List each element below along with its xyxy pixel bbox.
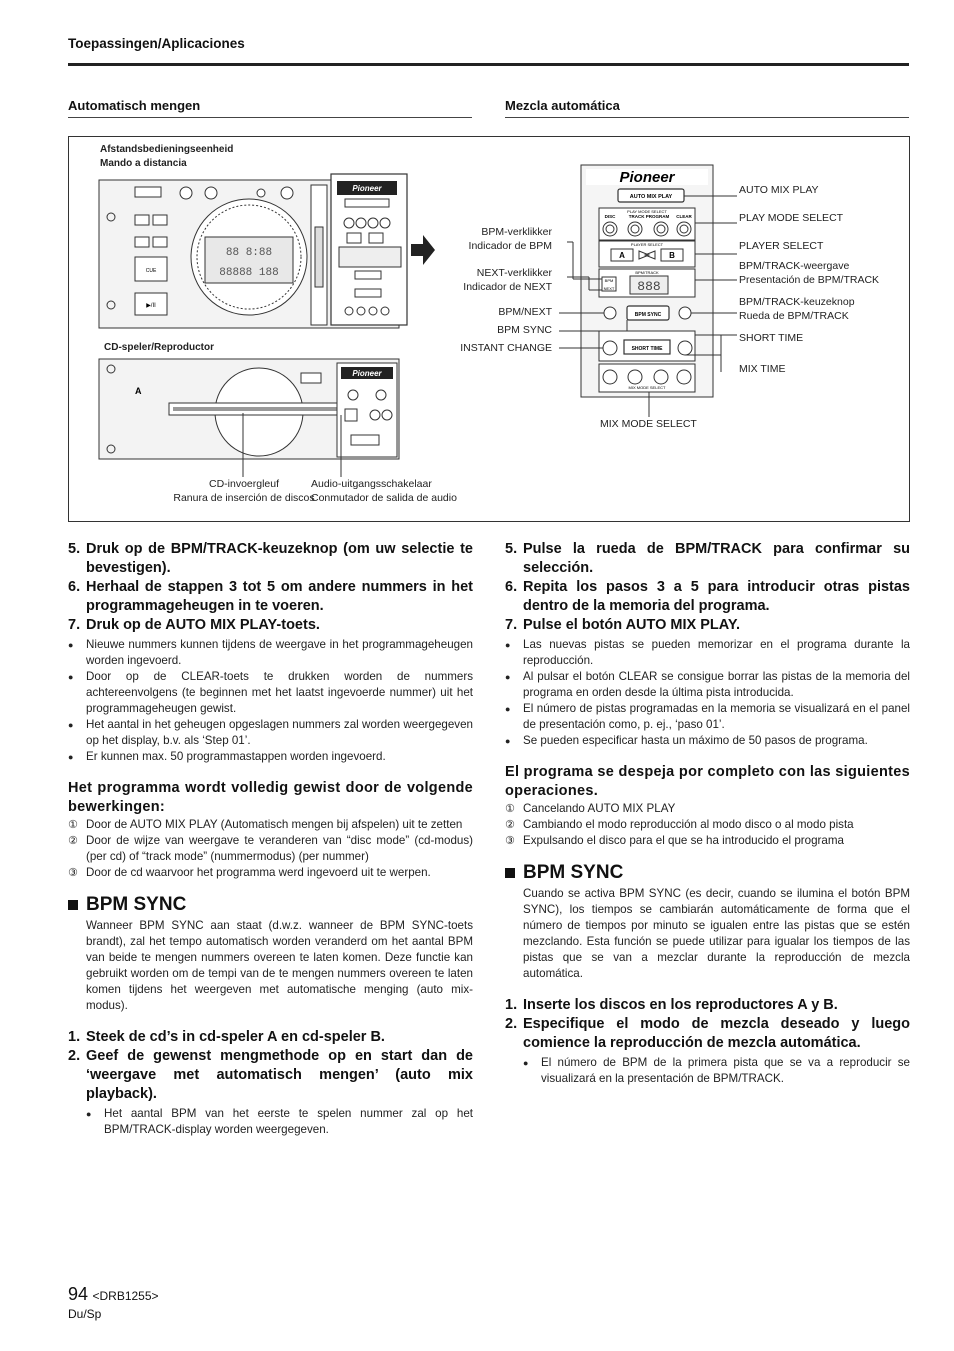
- list-item: ① Door de AUTO MIX PLAY (Automatisch mengen bij afspelen) uit te zetten: [68, 818, 463, 831]
- svg-text:NEXT: NEXT: [603, 286, 615, 291]
- label-bpm-indicator: BPM-verklikker Indicador de BPM: [468, 226, 552, 252]
- svg-text:DISC: DISC: [604, 214, 616, 219]
- label-bpm-track-dial: BPM/TRACK-keuzeknop Rueda de BPM/TRACK: [739, 296, 855, 322]
- svg-text:PLAY MODE SELECT: PLAY MODE SELECT: [627, 209, 667, 214]
- step-item: 6. Herhaal de stappen 3 tot 5 om andere nummers in het programmageheugen in te voeren.: [68, 579, 473, 614]
- step-item: 5. Pulse la rueda de BPM/TRACK para confirmar su selección.: [505, 541, 910, 576]
- svg-text:SHORT TIME: SHORT TIME: [631, 346, 663, 352]
- svg-text:A: A: [135, 386, 142, 396]
- remote-title: Afstandsbedieningseenheid Mando a distancia: [100, 144, 234, 169]
- language-code: Du/Sp: [68, 1307, 102, 1321]
- clear-list: [68, 817, 473, 881]
- list-item: ② Cambiando el modo reproducción al modo disco o al modo pista: [505, 818, 854, 831]
- list-item: ● Nieuwe nummers kunnen tijdens de weergave in het programmageheugen worden ingevoerd.: [68, 638, 473, 667]
- bullet-icon: ●: [68, 752, 74, 762]
- label-auto-mix-play: AUTO MIX PLAY: [739, 184, 819, 196]
- bullet-icon: ●: [505, 672, 511, 682]
- svg-text:BPM SYNC: BPM SYNC: [634, 312, 662, 318]
- bullet-icon: ●: [86, 1109, 92, 1119]
- svg-text:PLAYER SELECT: PLAYER SELECT: [630, 242, 664, 247]
- label-bpm-track-display: BPM/TRACK-weergave Presentación de BPM/TRACK: [739, 260, 880, 286]
- cue-label: CUE: [145, 268, 157, 274]
- label-mix-mode-select: MIX MODE SELECT: [600, 418, 697, 430]
- label-audio-switch: Audio-uitgangsschakelaar Conmutador de salida de audio: [311, 478, 457, 504]
- list-item: ● El número de pistas programadas en la memoria se visualizará en el panel de presentación como, p. ej., ‘paso 01’.: [505, 702, 910, 731]
- label-player-select: PLAYER SELECT: [739, 240, 824, 252]
- bpm-sync-text: Wanneer BPM SYNC aan staat (d.w.z. wanneer de BPM SYNC-toets brandt), zal het tempo automatisch worden veranderd om het aantal BPM van beide te mengen nummers overeen te laten komen. Deze functie kan gebruikt worden om de tempi van de te mengen nummers overeen te laten komen tijdens het weergeven met automatische menging (auto mix-modus).: [86, 919, 473, 1012]
- list-item: ① Cancelando AUTO MIX PLAY: [505, 802, 676, 815]
- steps-list: [68, 540, 473, 635]
- svg-text:88888 188: 88888 188: [219, 267, 279, 279]
- list-item: ● Al pulsar el botón CLEAR se consigue borrar las pistas de la memoria del programa en orden desde la última pista introducida.: [505, 670, 910, 699]
- subheading-right: Mezcla automática: [505, 98, 909, 118]
- list-item: ③ Expulsando el disco para el que se ha introducido el programa: [505, 834, 844, 847]
- bullet-icon: ●: [68, 720, 74, 730]
- zoom-arrow: [411, 235, 435, 265]
- svg-text:TRACK PROGRAM: TRACK PROGRAM: [628, 214, 670, 219]
- page-number: 94: [68, 1284, 89, 1304]
- label-short-time: SHORT TIME: [739, 332, 804, 344]
- sync-steps: [505, 996, 910, 1053]
- svg-text:MIX MODE SELECT: MIX MODE SELECT: [628, 385, 666, 390]
- clear-list: [505, 801, 910, 849]
- svg-text:BPM: BPM: [604, 278, 614, 283]
- doc-code: <DRB1255>: [92, 1289, 159, 1303]
- section-title: Toepassingen/Aplicaciones: [68, 36, 909, 66]
- list-item: ● Door op de CLEAR-toets te drukken worden de nummers achtereenvolgens (te beginnen met het laatst ingevoerde nummer) uit het programmageheugen gewist.: [68, 670, 473, 715]
- label-bpm-sync: BPM SYNC: [497, 324, 552, 336]
- sync-bullets: [523, 1055, 910, 1087]
- bullet-list: [505, 637, 910, 749]
- label-mix-time: MIX TIME: [739, 363, 786, 375]
- bullet-icon: ●: [68, 640, 74, 650]
- page-header: [68, 36, 909, 66]
- list-item: ● El número de BPM de la primera pista que se va a reproducir se visualizará en la presentación de BPM/TRACK.: [523, 1056, 910, 1085]
- svg-text:▶/II: ▶/II: [146, 303, 156, 309]
- step-item: 5. Druk op de BPM/TRACK-keuzeknop (om uw selectie te bevestigen).: [68, 541, 473, 576]
- bpm-sync-heading: BPM SYNC: [505, 862, 910, 884]
- svg-text:B: B: [669, 251, 675, 260]
- subheading-left: Automatisch mengen: [68, 98, 472, 118]
- list-item: ● Het aantal in het geheugen opgeslagen nummers zal worden weergegeven op het display, b.v. als ‘Step 01’.: [68, 718, 473, 747]
- column-spanish: [505, 540, 910, 1087]
- cd-player-top-unit: [99, 174, 407, 328]
- step-item: 6. Repita los pasos 3 a 5 para introducir otras pistas dentro de la memoria del programa.: [505, 579, 910, 614]
- bullet-icon: ●: [505, 736, 511, 746]
- label-disc-slot: CD-invoergleuf Ranura de inserción de discos: [173, 478, 315, 504]
- cd-player-bottom-unit: [99, 359, 399, 459]
- label-play-mode-select: PLAY MODE SELECT: [739, 212, 844, 224]
- remote-brand-logo: Pioneer: [352, 184, 382, 193]
- bullet-icon: ●: [523, 1058, 529, 1068]
- step-item: 7. Pulse el botón AUTO MIX PLAY.: [505, 617, 740, 633]
- bullet-icon: ●: [505, 640, 511, 650]
- bpm-digits: 888: [637, 279, 661, 294]
- column-dutch: [68, 540, 473, 1138]
- clear-heading: Het programma wordt volledig gewist door de volgende bewerkingen:: [68, 780, 473, 815]
- square-bullet-icon: [68, 900, 78, 910]
- sync-steps: [68, 1028, 473, 1104]
- bullet-icon: ●: [505, 704, 511, 714]
- list-item: ● Se pueden especificar hasta un máximo de 50 pasos de programa.: [505, 734, 868, 747]
- list-item: ③ Door de cd waarvoor het programma werd ingevoerd uit te werpen.: [68, 866, 431, 879]
- bpm-sync-heading: BPM SYNC: [68, 894, 473, 916]
- list-item: ② Door de wijze van weergave te veranderen van “disc mode” (cd-modus) (per cd) of “track mode” (nummermodus) (per nummer): [68, 834, 473, 863]
- svg-text:88 8:88: 88 8:88: [225, 247, 273, 259]
- step-item: 7. Druk op de AUTO MIX PLAY-toets.: [68, 617, 320, 633]
- square-bullet-icon: [505, 868, 515, 878]
- auto-mix-play-button-label: AUTO MIX PLAY: [629, 194, 673, 200]
- remote-brand: Pioneer: [619, 169, 675, 186]
- list-item: ● Er kunnen max. 50 programmastappen worden ingevoerd.: [68, 750, 386, 763]
- step-item: 1. Steek de cd’s in cd-speler A en cd-speler B.: [68, 1029, 385, 1045]
- svg-text:A: A: [619, 251, 625, 260]
- illustration-box: [68, 136, 910, 522]
- label-next-indicator: NEXT-verklikker Indicador de NEXT: [463, 267, 552, 293]
- label-bpm-next: BPM/NEXT: [498, 306, 552, 318]
- page-footer: [68, 1284, 159, 1321]
- step-item: 2. Geef de gewenst mengmethode op en start dan de ‘weergave met automatisch mengen’ (auto mix playback).: [68, 1048, 473, 1102]
- svg-text:BPM/TRACK: BPM/TRACK: [635, 270, 659, 275]
- cd-player-title: CD-speler/Reproductor: [104, 342, 215, 353]
- list-item: ● Het aantal BPM van het eerste te spelen nummer zal op het BPM/TRACK-display worden weergegeven.: [86, 1107, 473, 1136]
- bpm-sync-text: Cuando se activa BPM SYNC (es decir, cuando se ilumina el botón BPM SYNC), los tiempos se cambiarán automáticamente de forma que el número de tiempos por minuto se igualen entre las pistas que se estén mezclando. Esta función se puede utilizar para igualar los tiempos de las pistas que se van a mezclar durante la reproducción de mezcla automática.: [523, 887, 910, 980]
- clear-heading: El programa se despeja por completo con las siguientes operaciones.: [505, 764, 910, 799]
- label-instant-change: INSTANT CHANGE: [460, 342, 552, 354]
- remote-detail: [581, 165, 713, 397]
- list-item: ● Las nuevas pistas se pueden memorizar en el programa durante la reproducción.: [505, 638, 910, 667]
- sync-bullets: [86, 1106, 473, 1138]
- step-item: 1. Inserte los discos en los reproductores A y B.: [505, 997, 838, 1013]
- bullet-list: [68, 637, 473, 765]
- cd-brand-logo: Pioneer: [352, 369, 382, 378]
- bullet-icon: ●: [68, 672, 74, 682]
- steps-list: [505, 540, 910, 635]
- step-item: 2. Especifique el modo de mezcla deseado y luego comience la reproducción de mezcla automática.: [505, 1016, 910, 1051]
- svg-text:CLEAR: CLEAR: [676, 214, 692, 219]
